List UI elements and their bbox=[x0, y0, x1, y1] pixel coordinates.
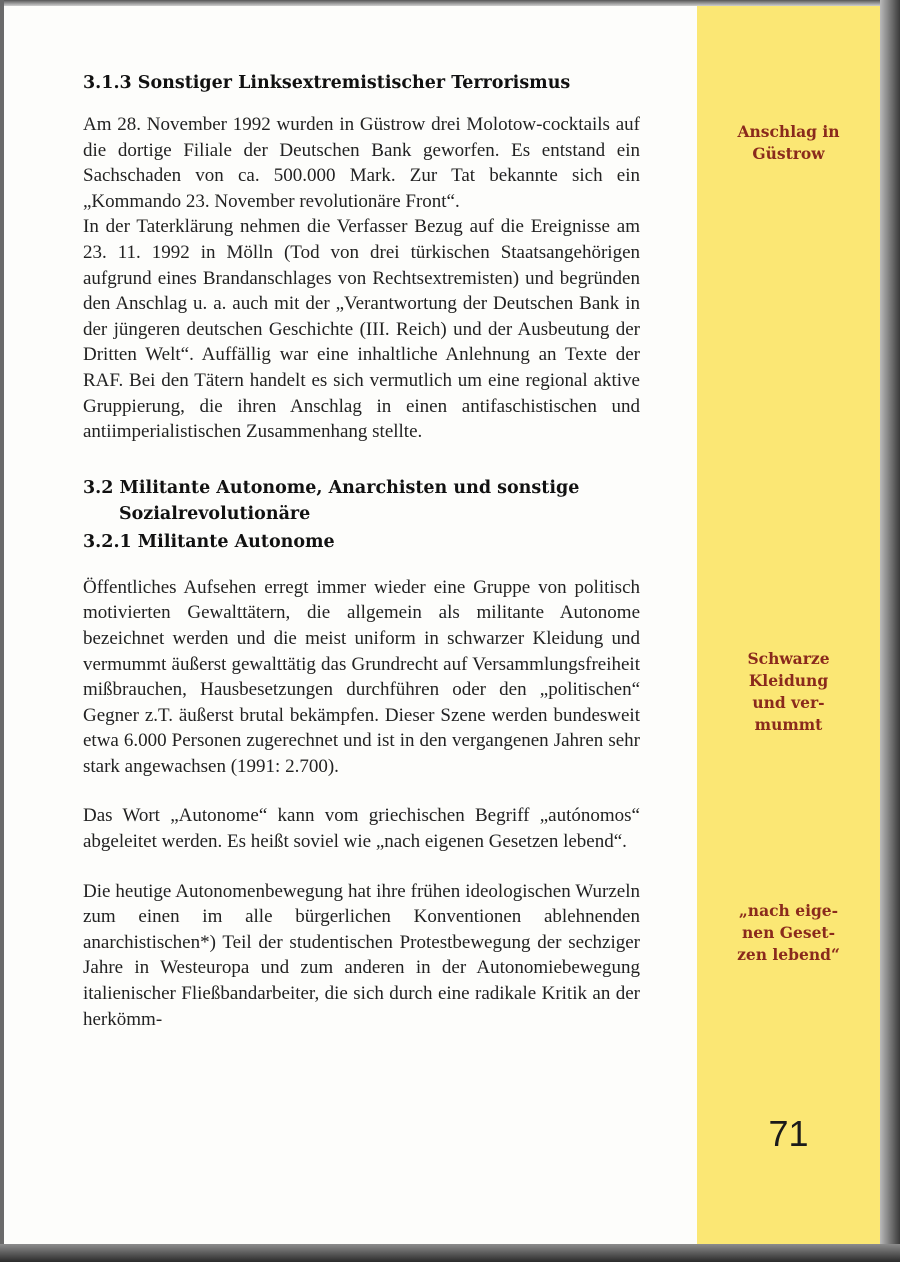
margin-note-line: Schwarze bbox=[747, 649, 830, 668]
margin-note-line: mummt bbox=[754, 715, 823, 734]
margin-note-line: Kleidung bbox=[748, 671, 829, 690]
main-text-column bbox=[83, 70, 640, 1032]
margin-note-line: und ver- bbox=[752, 693, 825, 712]
margin-note-line: Anschlag in bbox=[737, 122, 840, 141]
scan-bottom-edge bbox=[0, 1244, 900, 1262]
page-number: 71 bbox=[768, 1113, 809, 1154]
margin-note-line: Güstrow bbox=[752, 144, 825, 163]
heading-3-2-line1: 3.2 Militante Autonome, Anarchisten und sonstige bbox=[83, 477, 580, 498]
margin-note-line: zen lebend“ bbox=[737, 945, 840, 964]
margin-note-guestrow bbox=[697, 121, 880, 165]
heading-3-1-3: 3.1.3 Sonstiger Linksextremistischer Terrorismus bbox=[83, 73, 571, 93]
paragraph-autonomenbewegung: Die heutige Autonomenbewegung hat ihre frühen ideologischen Wurzeln zum einen im alle bürgerlichen Konventionen ablehnenden anarchistischen*) Teil der studentischen Protestbewegung der sechziger Jahre in Westeuropa und zum anderen in der Autonomiebewegung italienischer Fließbandarbeiter, die sich durch eine radikale Kritik an der herkömm- bbox=[83, 880, 640, 1030]
paragraph-autonome: Öffentliches Aufsehen erregt immer wieder eine Gruppe von politisch motivierten Gewalttätern, die allgemein als militante Autonome bezeichnet werden und die meist uniform in schwarzer Kleidung und vermummt äußerst gewalttätig das Grundrecht auf Versammlungsfreiheit mißbrauchen, Hausbesetzungen durchführen oder den „politischen“ Gegner z.T. äußerst brutal bekämpfen. Dieser Szene werden bundesweit etwa 6.000 Personen zugerechnet und ist in den vergangenen Jahren sehr stark angewachsen (1991: 2.700). bbox=[83, 576, 640, 777]
margin-note-gesetzen bbox=[697, 900, 880, 966]
margin-note-line: nen Geset- bbox=[741, 923, 836, 942]
paragraph-anschlag: Am 28. November 1992 wurden in Güstrow drei Molotow-cocktails auf die dortige Filiale der Deutschen Bank geworfen. Es entstand ein Sachschaden von ca. 500.000 Mark. Zur Tat bekannte sich ein „Kommando 23. November revolutionäre Front“. bbox=[83, 114, 640, 212]
margin-note-kleidung bbox=[697, 648, 880, 736]
paragraph-wort-autonome: Das Wort „Autonome“ kann vom griechischen Begriff „autónomos“ abgeleitet werden. Es heißt soviel wie „nach eigenen Gesetzen lebend“. bbox=[83, 805, 640, 853]
scan-right-edge bbox=[880, 0, 900, 1262]
heading-3-2-1: 3.2.1 Militante Autonome bbox=[83, 531, 335, 552]
heading-3-2-line2: Sozialrevolutionäre bbox=[119, 503, 311, 524]
margin-column bbox=[697, 6, 880, 1244]
scan-left-edge bbox=[0, 0, 4, 1262]
paragraph-taterklaerung: In der Taterklärung nehmen die Verfasser Bezug auf die Ereignisse am 23. 11. 1992 in Mölln (Tod von drei türkischen Staatsangehörigen aufgrund eines Brandanschlages von Rechtsextremisten) und begründen den Anschlag u. a. auch mit der „Verantwortung der Deutschen Bank in der jüngeren deutschen Geschichte (III. Reich) und der Ausbeutung der Dritten Welt“. Auffällig war eine inhaltliche Anlehnung an Texte der RAF. Bei den Tätern handelt es sich vermutlich um eine regional aktive Gruppierung, die ihren Anschlag in einen antifaschistischen und antiimperialistischen Zusammenhang stellte. bbox=[83, 216, 640, 443]
margin-note-line: „nach eige- bbox=[738, 901, 839, 920]
